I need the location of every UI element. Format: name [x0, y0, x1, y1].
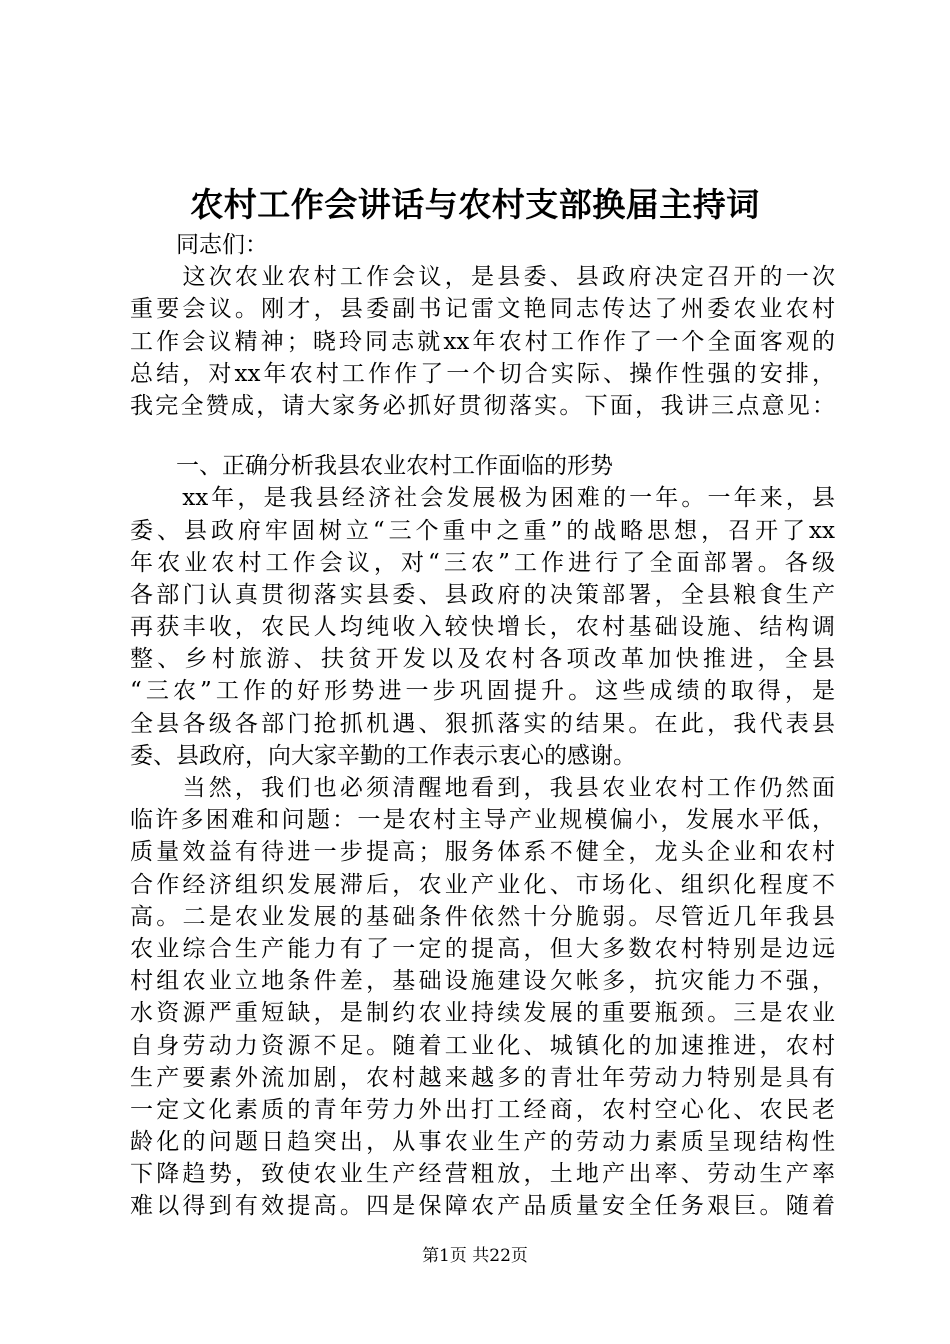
text-line: 一定文化素质的青年劳力外出打工经商，农村空心化、农民老 — [130, 1096, 835, 1123]
text-line: 一、正确分析我县农业农村工作面临的形势 — [130, 453, 613, 480]
text-line: 农业综合生产能力有了一定的提高，但大多数农村特别是边远 — [130, 935, 835, 962]
text-line: 生产要素外流加剧，农村越来越多的青壮年劳动力特别是具有 — [130, 1064, 835, 1091]
page-footer: 第1页 共22页 — [422, 1246, 528, 1266]
text-line: 工作会议精神；晓玲同志就xx年农村工作作了一个全面客观的 — [130, 328, 835, 355]
text-line: 我完全赞成，请大家务必抓好贯彻落实。下面，我讲三点意见： — [130, 392, 835, 419]
text-line: 质量效益有待进一步提高；服务体系不健全，龙头企业和农村 — [130, 839, 835, 866]
text-line: 当然，我们也必须清醒地看到，我县农业农村工作仍然面 — [130, 775, 835, 801]
text-line: 自身劳动力资源不足。随着工业化、城镇化的加速推进，农村 — [130, 1032, 835, 1059]
text-line: 同志们： — [130, 232, 268, 258]
text-line: “三农”工作的好形势进一步巩固提升。这些成绩的取得，是 — [130, 678, 835, 705]
text-line: 全县各级各部门抢抓机遇、狠抓落实的结果。在此，我代表县 — [130, 710, 835, 737]
text-line: 重要会议。刚才，县委副书记雷文艳同志传达了州委农业农村 — [130, 296, 835, 323]
paragraph-spacer — [130, 422, 835, 450]
text-line: 委、县政府，向大家辛勤的工作表示衷心的感谢。 — [130, 742, 636, 769]
text-line: 整、乡村旅游、扶贫开发以及农村各项改革加快推进，全县 — [130, 646, 835, 673]
text-line: 各部门认真贯彻落实县委、县政府的决策部署，全县粮食生产 — [130, 581, 835, 608]
text-line: 年农业农村工作会议，对“三农”工作进行了全面部署。各级 — [130, 549, 835, 576]
text-line: 难以得到有效提高。四是保障农产品质量安全任务艰巨。随着 — [130, 1193, 835, 1220]
text-line: 临许多困难和问题：一是农村主导产业规模偏小，发展水平低， — [130, 807, 835, 834]
text-line: 这次农业农村工作会议，是县委、县政府决定召开的一次 — [130, 264, 835, 291]
text-line: 下降趋势，致使农业生产经营粗放，土地产出率、劳动生产率 — [130, 1161, 835, 1188]
text-line: 高。二是农业发展的基础条件依然十分脆弱。尽管近几年我县 — [130, 903, 835, 930]
text-line: 水资源严重短缺，是制约农业持续发展的重要瓶颈。三是农业 — [130, 1000, 835, 1027]
document-title: 农村工作会讲话与农村支部换届主持词 — [190, 185, 760, 224]
text-line: 委、县政府牢固树立“三个重中之重”的战略思想，召开了xx — [130, 517, 835, 544]
text-line: xx年，是我县经济社会发展极为困难的一年。一年来，县 — [130, 485, 835, 512]
text-line: 合作经济组织发展滞后，农业产业化、市场化、组织化程度不 — [130, 871, 835, 898]
document-body — [130, 229, 835, 1223]
text-line: 再获丰收，农民人均纯收入较快增长，农村基础设施、结构调 — [130, 614, 835, 641]
text-line: 村组农业立地条件差，基础设施建设欠帐多，抗灾能力不强， — [130, 968, 835, 995]
text-line: 总结，对xx年农村工作作了一个切合实际、操作性强的安排， — [130, 360, 835, 387]
text-line: 龄化的问题日趋突出，从事农业生产的劳动力素质呈现结构性 — [130, 1129, 835, 1156]
